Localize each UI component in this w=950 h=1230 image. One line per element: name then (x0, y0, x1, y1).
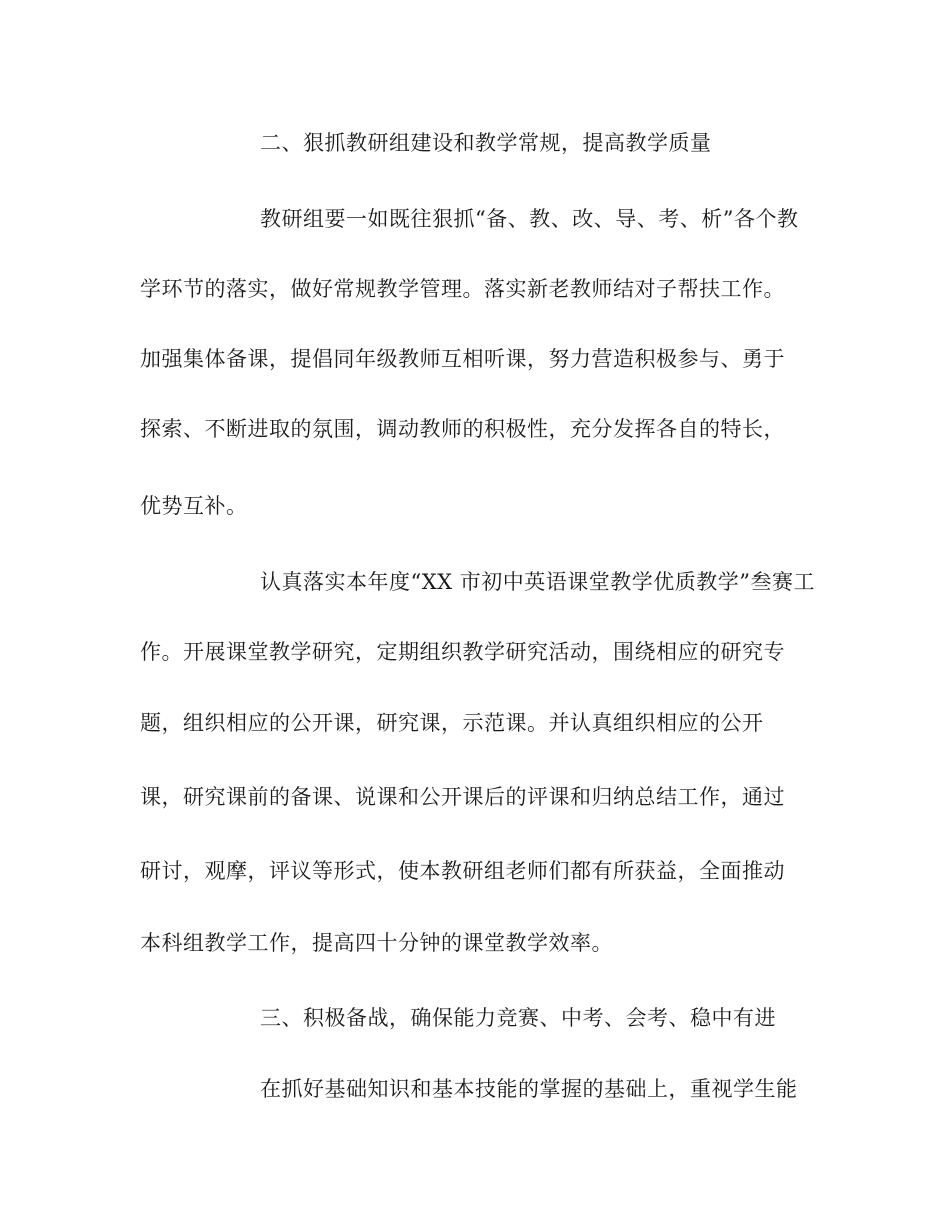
paragraph-line: 加强集体备课，提倡同年级教师互相听课，努力营造积极参与、勇于 (140, 347, 785, 371)
paragraph-line: 认真落实本年度“XX 市初中英语课堂教学优质教学”叁赛工 (260, 570, 816, 594)
paragraph-line: 教研组要一如既往狠抓“备、教、改、导、考、析”各个教 (260, 207, 799, 231)
paragraph-line: 优势互补。 (140, 494, 248, 518)
paragraph-line: 研讨，观摩，评议等形式，使本教研组老师们都有所获益，全面推动 (140, 859, 785, 883)
paragraph-line: 题，组织相应的公开课，研究课，示范课。并认真组织相应的公开 (140, 711, 764, 735)
paragraph-line: 探索、不断进取的氛围，调动教师的积极性，充分发挥各自的特长， (140, 417, 785, 441)
section-heading-2: 二、狠抓教研组建设和教学常规，提高教学质量 (260, 131, 712, 155)
paragraph-line: 作。开展课堂教学研究，定期组织教学研究活动，围绕相应的研究专 (140, 640, 785, 664)
section-heading-3: 三、积极备战，确保能力竞赛、中考、会考、稳中有进 (260, 1006, 776, 1030)
paragraph-line: 课，研究课前的备课、说课和公开课后的评课和归纳总结工作，通过 (140, 785, 785, 809)
paragraph-line: 学环节的落实，做好常规教学管理。落实新老教师结对子帮扶工作。 (140, 277, 785, 301)
paragraph-line: 在抓好基础知识和基本技能的掌握的基础上，重视学生能 (260, 1077, 798, 1101)
paragraph-line: 本科组教学工作，提高四十分钟的课堂教学效率。 (140, 931, 613, 955)
